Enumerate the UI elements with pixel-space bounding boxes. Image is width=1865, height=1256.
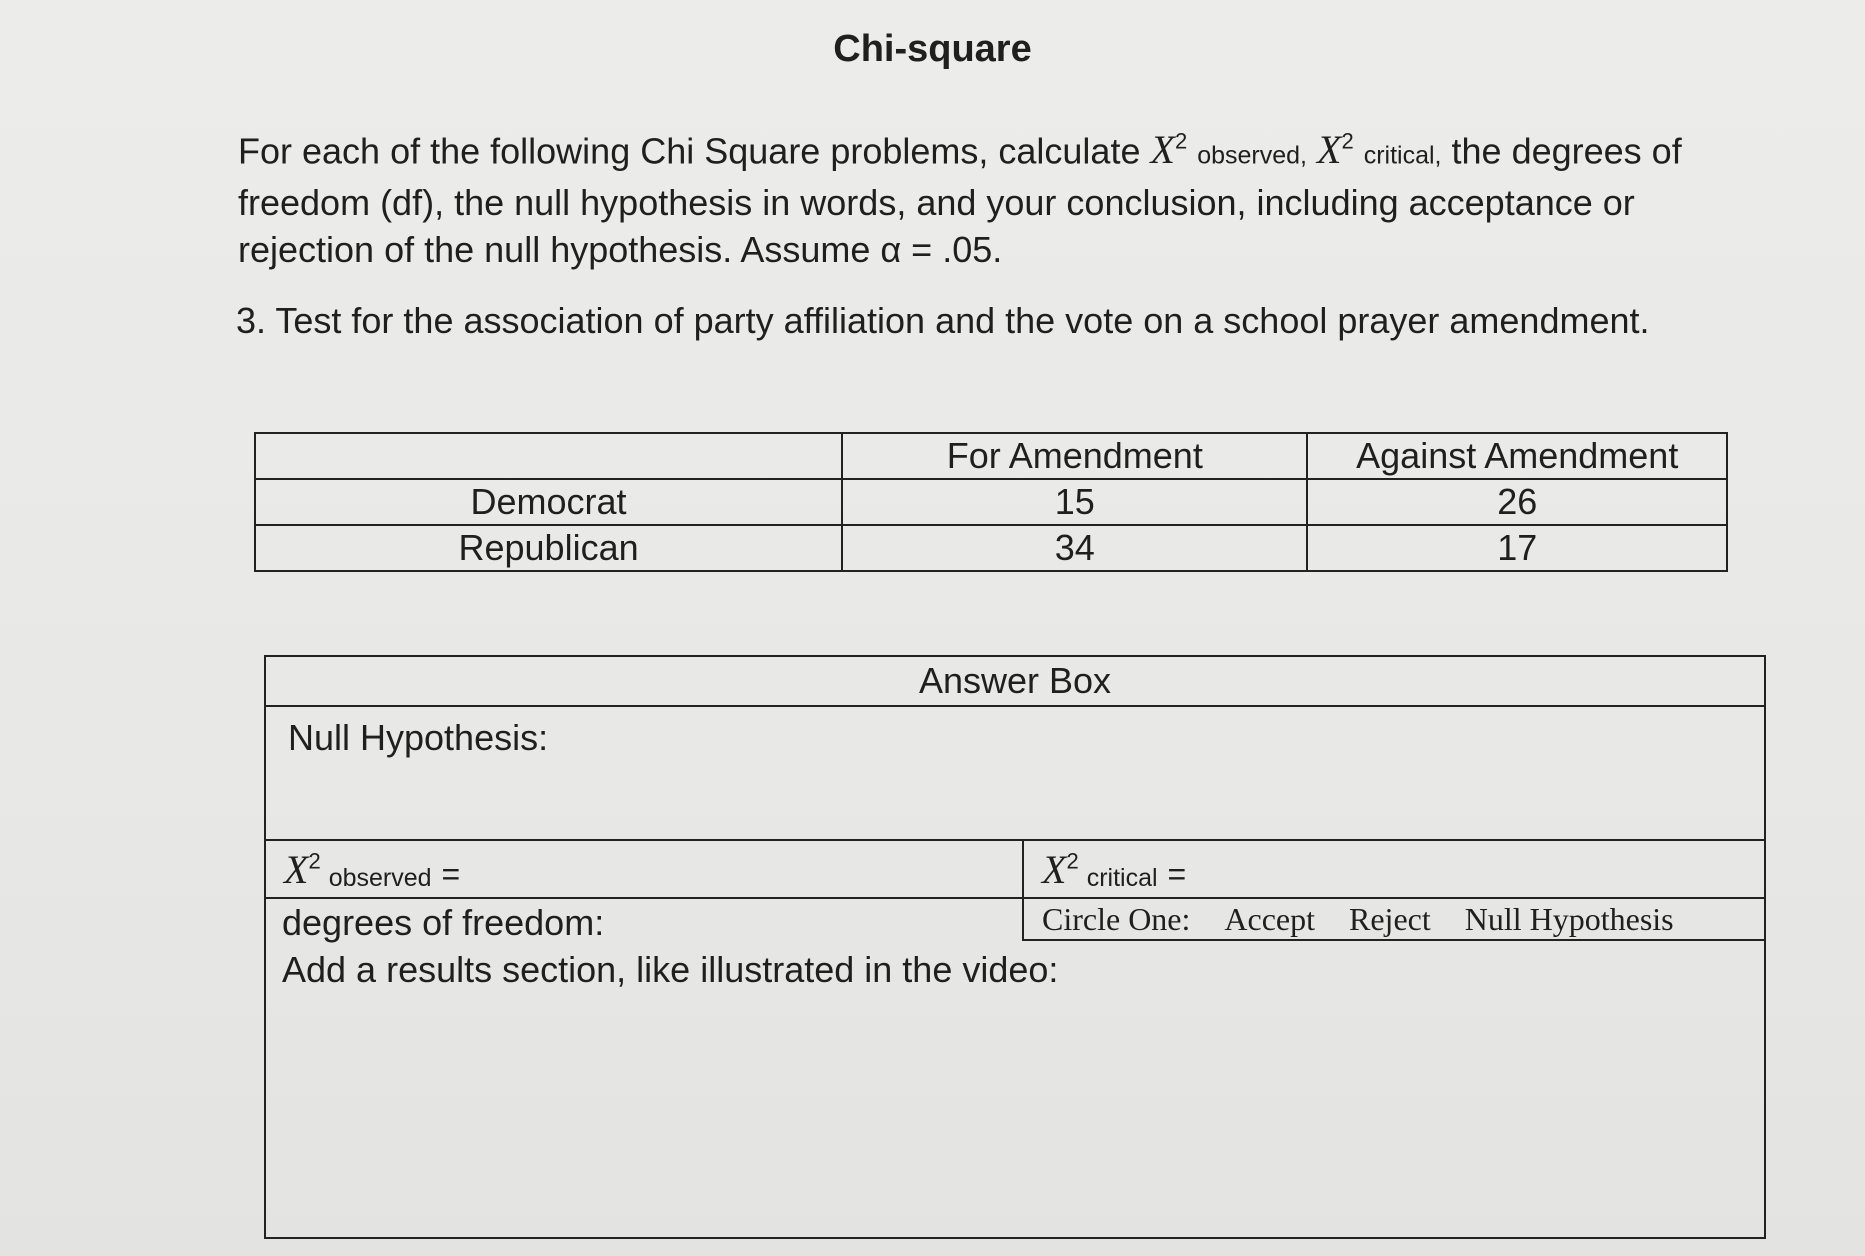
- table-cell: 26: [1307, 479, 1727, 525]
- null-hypothesis-option: Null Hypothesis: [1464, 900, 1674, 937]
- conclusion-field: [1024, 899, 1764, 941]
- answer-box-title: Answer Box: [266, 657, 1764, 707]
- instructions-part1: For each of the following Chi Square problems, calculate: [238, 130, 1141, 172]
- contingency-table: [254, 432, 1728, 572]
- chi-square-symbol: $X^2$: [1042, 847, 1079, 892]
- critical-label: critical: [1086, 864, 1158, 892]
- df-label: degrees of freedom:: [282, 902, 605, 943]
- results-section[interactable]: [266, 941, 1764, 991]
- reject-option[interactable]: Reject: [1349, 900, 1431, 937]
- table-header-row: [255, 433, 1727, 479]
- circle-one-label: Circle One:: [1042, 900, 1191, 937]
- table-header-cell: For Amendment: [842, 433, 1307, 479]
- critical-field[interactable]: [1024, 841, 1764, 897]
- table-cell: Democrat: [255, 479, 842, 525]
- chi-square-symbol: $X^2$: [1317, 127, 1354, 173]
- statistics-row: [266, 841, 1764, 899]
- critical-label: critical,: [1363, 141, 1442, 170]
- accept-option[interactable]: Accept: [1224, 900, 1315, 937]
- degrees-of-freedom-field[interactable]: [266, 899, 1024, 941]
- null-hypothesis-label: Null Hypothesis:: [288, 717, 549, 758]
- table-cell: 34: [842, 525, 1307, 571]
- question-text: 3. Test for the association of party affiliation and the vote on a school prayer amendment.: [236, 300, 1650, 341]
- null-hypothesis-field[interactable]: [266, 707, 1764, 841]
- instructions: [238, 118, 1718, 273]
- page-title: Chi-square: [833, 28, 1032, 70]
- table-row: [255, 525, 1727, 571]
- table-header-cell: [255, 433, 842, 479]
- observed-label: observed,: [1197, 141, 1307, 170]
- equals-sign: =: [1167, 856, 1187, 892]
- observed-label: observed: [328, 864, 432, 892]
- table-cell: 17: [1307, 525, 1727, 571]
- chi-square-symbol: $X^2$: [284, 847, 321, 892]
- table-cell: 15: [842, 479, 1307, 525]
- table-header-cell: Against Amendment: [1307, 433, 1727, 479]
- table-cell: Republican: [255, 525, 842, 571]
- observed-field[interactable]: [266, 841, 1024, 897]
- instructions-part2: the degrees of freedom (df), the null hypothesis in words, and your conclusion, including acceptance or rejection of the null hypothesis. Assume α = .05.: [238, 130, 1682, 271]
- answer-box: [264, 655, 1766, 1239]
- df-row: [266, 899, 1764, 941]
- results-label: Add a results section, like illustrated in the video:: [282, 949, 1059, 990]
- table-row: [255, 479, 1727, 525]
- chi-square-symbol: $X^2$: [1150, 127, 1188, 173]
- equals-sign: =: [441, 856, 461, 892]
